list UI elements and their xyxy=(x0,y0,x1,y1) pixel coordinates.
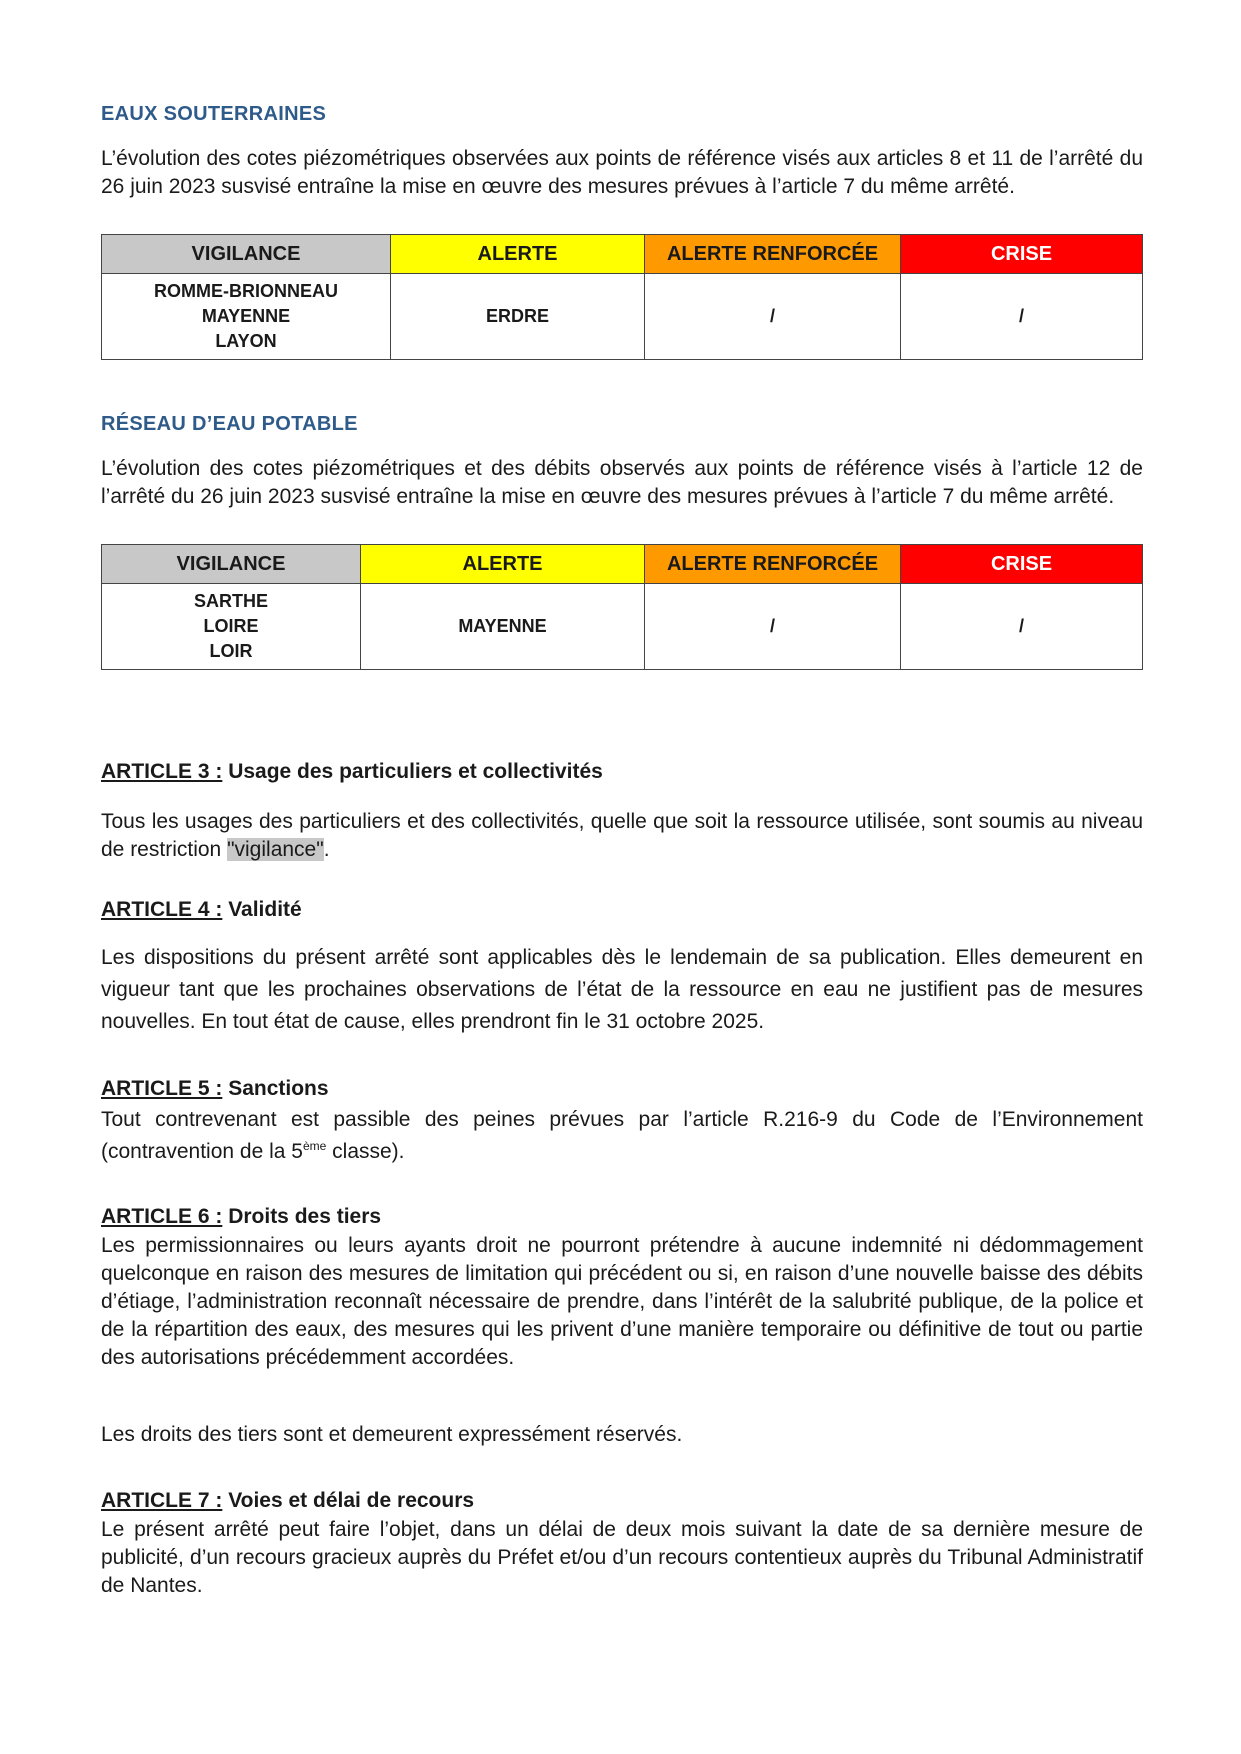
article-5-heading xyxy=(101,1077,329,1101)
list-item: MAYENNE xyxy=(201,306,291,326)
table-header-row xyxy=(102,235,1143,274)
cell-alerte-renforcee: / xyxy=(645,584,901,670)
article-4-text: Les dispositions du présent arrêté sont applicables dès le lendemain de sa publication. Elles demeurent en vigueur tant que les prochaines observations de l’état de la ressource en eau ne justifient pas de mesures nouvelles. En tout état de cause, elles prendront fin le 31 octobre 2025. xyxy=(101,946,1143,1033)
cell-vigilance xyxy=(102,274,391,360)
header-alerte: ALERTE xyxy=(361,545,645,584)
article-number: ARTICLE 6 : xyxy=(101,1205,223,1228)
reseau-eau-potable-text: L’évolution des cotes piézométriques et des débits observés aux points de référence visés à l’article 12 de l’arrêté du 26 juin 2023 susvisé entraîne la mise en œuvre des mesures prévues à l’article 7 du même arrêté. xyxy=(101,457,1143,508)
header-alerte: ALERTE xyxy=(391,235,645,274)
article-3-text: Tous les usages des particuliers et des collectivités, quelle que soit la ressource utilisée, sont soumis au niveau de restriction "vigilance". xyxy=(101,810,1143,861)
article-title: Usage des particuliers et collectivités xyxy=(228,760,603,783)
article-number: ARTICLE 5 : xyxy=(101,1077,223,1100)
list-item: SARTHE xyxy=(193,591,268,611)
article-6-heading xyxy=(101,1205,381,1229)
article-4-heading xyxy=(101,898,302,922)
cell-vigilance xyxy=(102,584,361,670)
highlighted-term: "vigilance" xyxy=(227,838,324,861)
header-alerte-renforcee: ALERTE RENFORCÉE xyxy=(645,545,901,584)
article-title: Droits des tiers xyxy=(228,1205,382,1228)
header-alerte-renforcee: ALERTE RENFORCÉE xyxy=(645,235,901,274)
list-item: LAYON xyxy=(215,331,277,351)
section-title-reseau-eau-potable: RÉSEAU D’EAU POTABLE xyxy=(101,413,358,435)
section-title-eaux-souterraines: EAUX SOUTERRAINES xyxy=(101,103,327,125)
article-7-heading xyxy=(101,1489,474,1513)
article-5-text: Tout contrevenant est passible des peines prévues par l’article R.216-9 du Code de l’Environnement (contravention de la 5ème classe). xyxy=(101,1108,1143,1163)
article-number: ARTICLE 3 : xyxy=(101,760,223,783)
article-3-heading xyxy=(101,760,603,784)
cell-alerte-renforcee: / xyxy=(645,274,901,360)
cell-crise: / xyxy=(901,274,1143,360)
article-title: Sanctions xyxy=(228,1077,329,1100)
list-item: LOIRE xyxy=(203,616,259,636)
reseau-eau-potable-table xyxy=(101,544,1143,670)
cell-alerte: ERDRE xyxy=(391,274,645,360)
table-header-row xyxy=(102,545,1143,584)
list-item: ROMME-BRIONNEAU xyxy=(154,281,338,301)
cell-crise: / xyxy=(901,584,1143,670)
article-title: Voies et délai de recours xyxy=(228,1489,475,1512)
header-crise: CRISE xyxy=(901,545,1143,584)
article-title: Validité xyxy=(228,898,302,921)
article-number: ARTICLE 7 : xyxy=(101,1489,223,1512)
header-vigilance: VIGILANCE xyxy=(102,235,391,274)
article-6-text: Les permissionnaires ou leurs ayants droit ne pourront prétendre à aucune indemnité ni dédommagement quelconque en raison des mesures de limitation qui précédent ou si, en raison d’une nouvelle baisse des débits d’étiage, l’administration reconnaît nécessaire de prendre, dans l’intérêt de la salubrité publique, de la police et de la répartition des eaux, des mesures qui les privent d’une manière temporaire ou définitive de tout ou partie des autorisations précédemment accordées. xyxy=(101,1234,1143,1369)
header-crise: CRISE xyxy=(901,235,1143,274)
header-vigilance: VIGILANCE xyxy=(102,545,361,584)
list-item: LOIR xyxy=(209,641,253,661)
article-7-text: Le présent arrêté peut faire l’objet, dans un délai de deux mois suivant la date de sa dernière mesure de publicité, d’un recours gracieux auprès du Préfet et/ou d’un recours contentieux auprès du Tribunal Administratif de Nantes. xyxy=(101,1518,1143,1597)
article-6-text-2: Les droits des tiers sont et demeurent expressément réservés. xyxy=(101,1423,683,1446)
eaux-souterraines-text: L’évolution des cotes piézométriques observées aux points de référence visés aux articles 8 et 11 de l’arrêté du 26 juin 2023 susvisé entraîne la mise en œuvre des mesures prévues à l’article 7 du même arrêté. xyxy=(101,147,1143,198)
table-row xyxy=(102,274,1143,360)
table-row xyxy=(102,584,1143,670)
eaux-souterraines-table xyxy=(101,234,1143,360)
article-number: ARTICLE 4 : xyxy=(101,898,223,921)
cell-alerte: MAYENNE xyxy=(361,584,645,670)
